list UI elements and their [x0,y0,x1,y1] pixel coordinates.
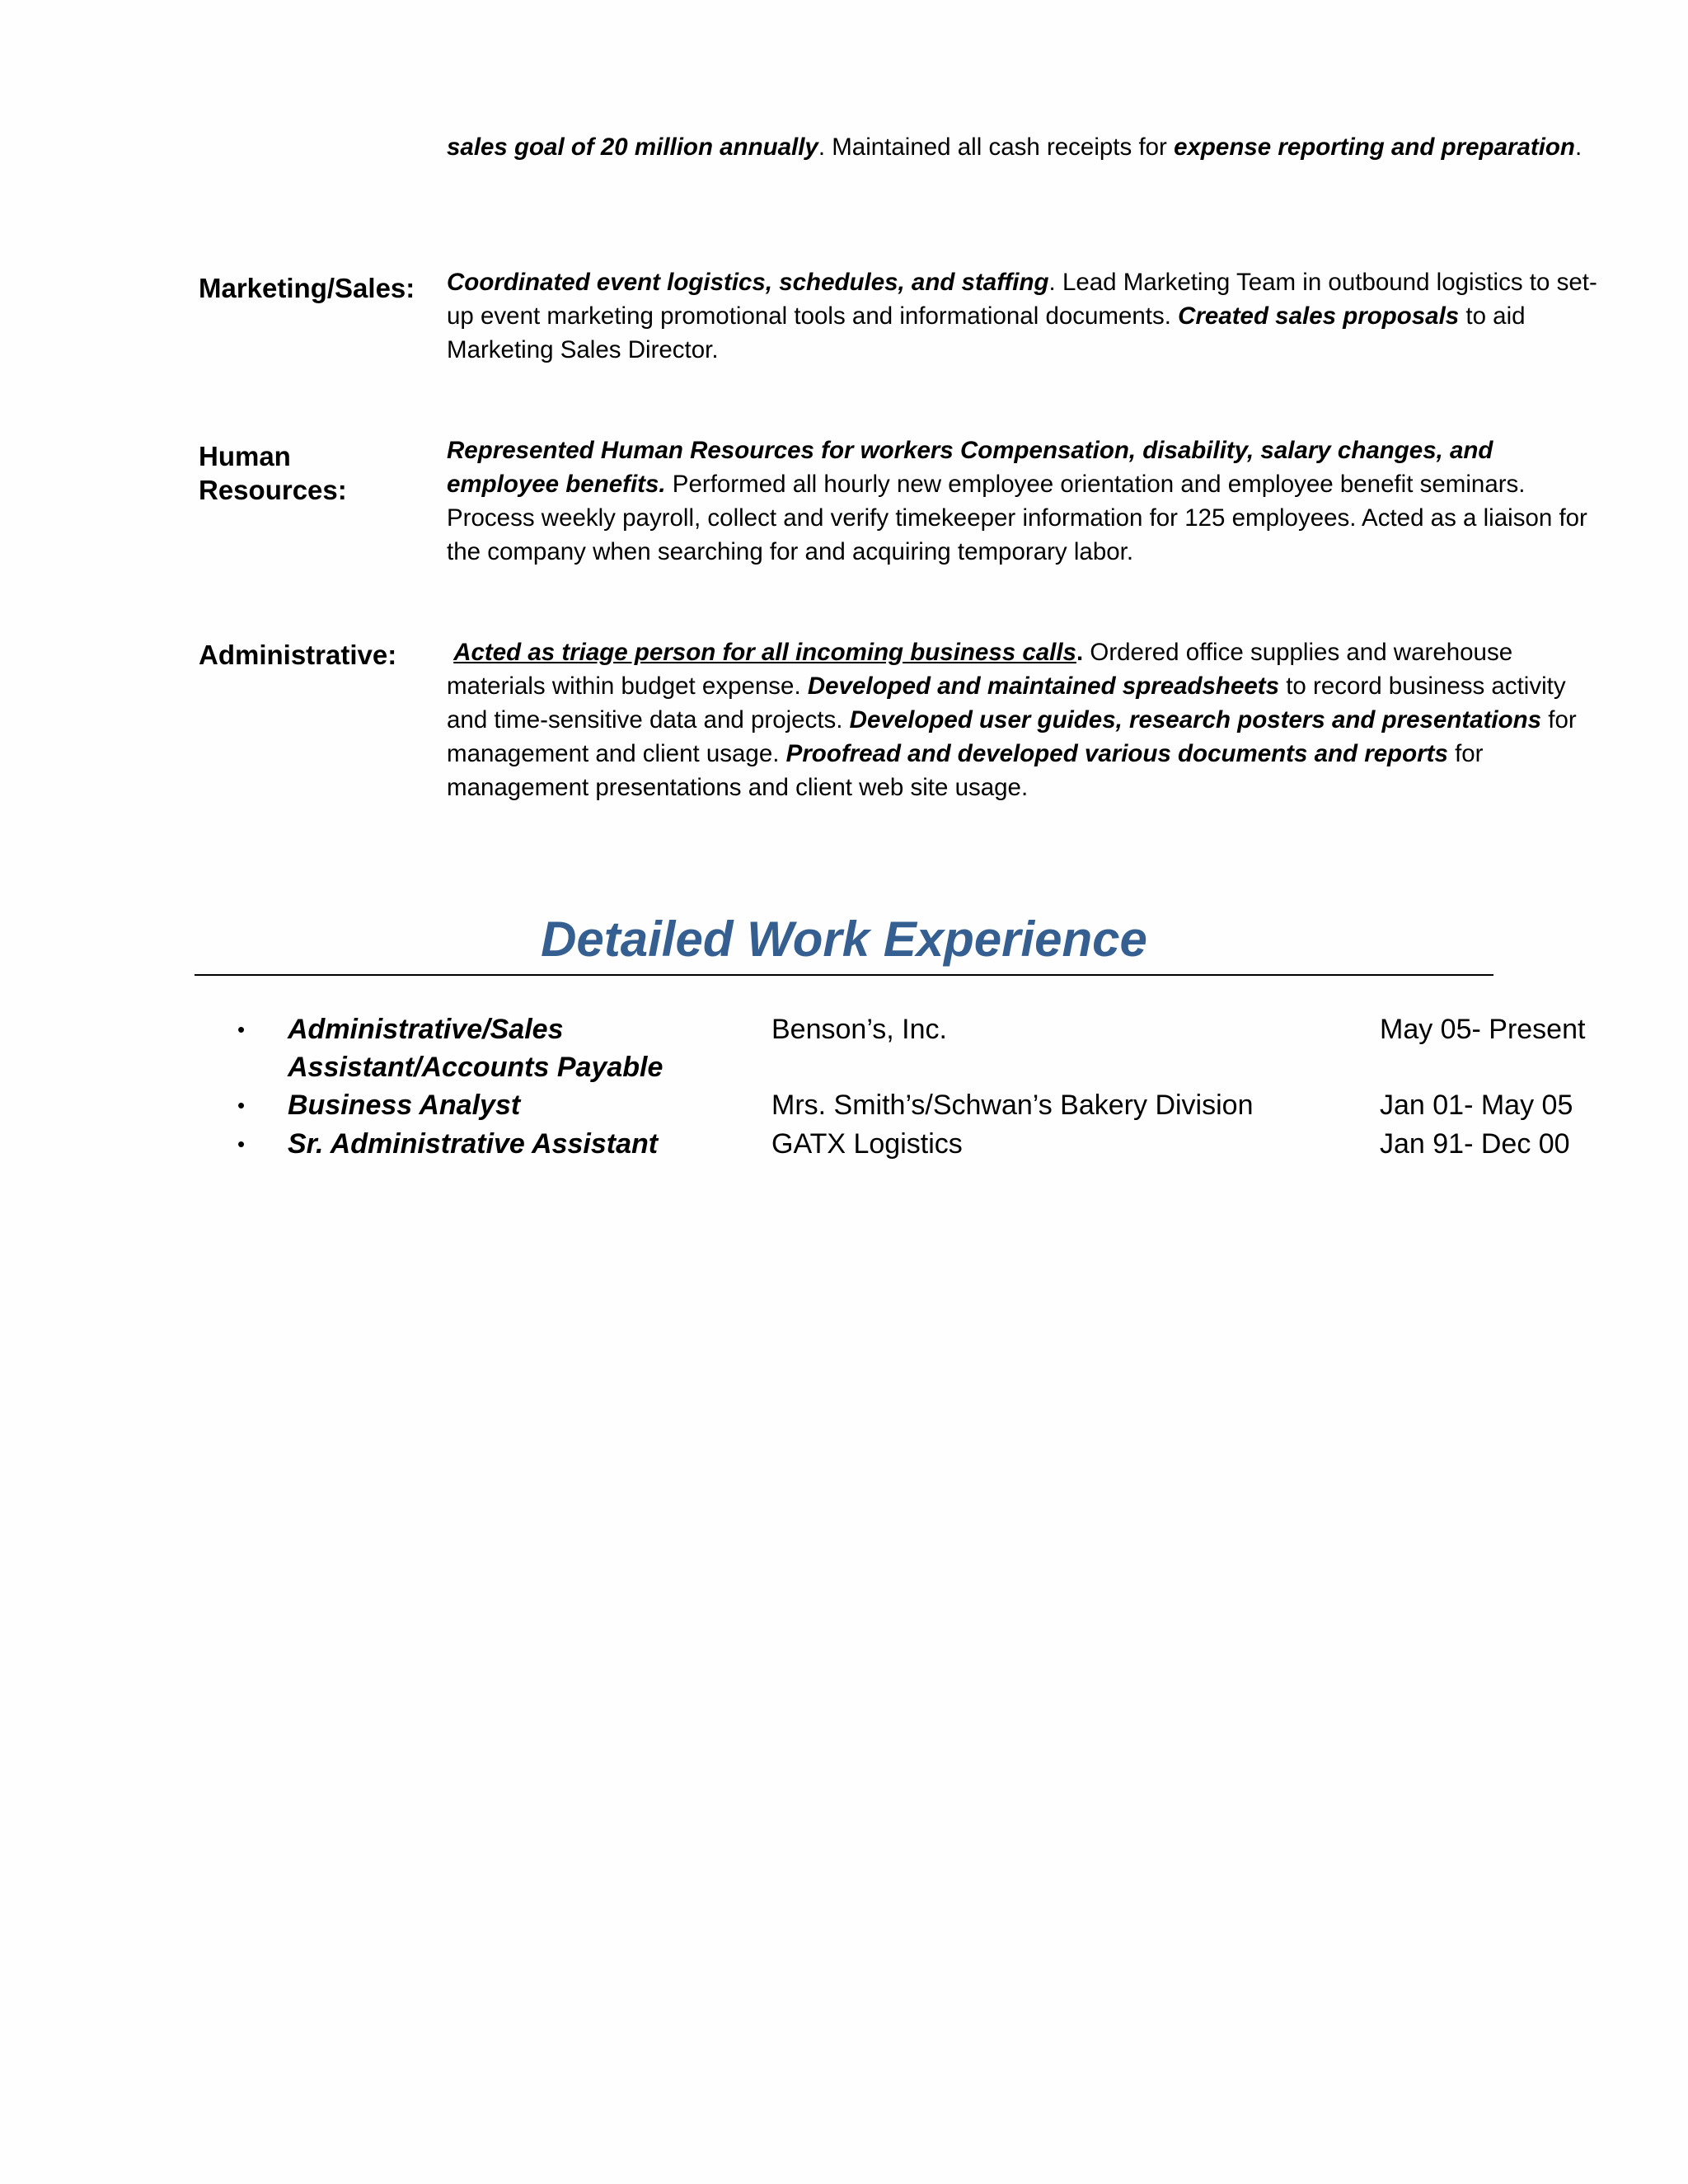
admin-emphasis-proofread: Proofread and developed various documents and reports [785,740,1448,767]
bullet-icon: • [237,1132,246,1156]
admin-text-3: for management and client usage. [447,706,1577,767]
section-title-work-experience: Detailed Work Experience [541,912,1147,967]
bullet-icon: • [237,1017,246,1042]
bullet-icon: • [237,1093,246,1118]
admin-emphasis-spreadsheets: Developed and maintained spreadsheets [807,673,1279,700]
marketing-label: Marketing/Sales: [199,273,415,303]
intro-emphasis-expense: expense reporting and preparation [1174,134,1575,161]
job-dates: Jan 01- May 05 [1380,1090,1573,1121]
job-company: Mrs. Smith’s/Schwan’s Bakery Division [771,1090,1254,1121]
section-divider [195,974,1493,976]
admin-period: . [1076,639,1084,666]
admin-text-1: Ordered office supplies and warehouse materials within budget expense. [447,639,1513,700]
admin-text-2: to record business activity and time-sensitive data and projects. [447,673,1566,733]
marketing-emphasis-logistics: Coordinated event logistics, schedules, and staffing [447,269,1049,296]
admin-emphasis-triage: Acted as triage person for all incoming business calls [453,639,1076,666]
admin-paragraph [447,635,1609,804]
intro-period: . [1574,134,1582,161]
admin-text-4: for management presentations and client web site usage. [447,740,1484,801]
hr-label-line2: Resources: [199,475,347,505]
job-title: Business Analyst [288,1090,521,1121]
job-company: Benson’s, Inc. [771,1014,947,1045]
marketing-text: . Lead Marketing Team in outbound logistics to set-up event marketing promotional tools and informational documents. [447,269,1597,330]
intro-emphasis-sales-goal: sales goal of 20 million annually [447,134,818,161]
job-dates: May 05- Present [1380,1014,1586,1045]
marketing-text-end: to aid Marketing Sales Director. [447,302,1526,363]
hr-label-line1: Human [199,441,291,471]
marketing-emphasis-proposals: Created sales proposals [1178,302,1460,330]
marketing-paragraph [447,265,1609,367]
job-company: GATX Logistics [771,1128,963,1160]
admin-emphasis-guides: Developed user guides, research posters and presentations [849,706,1542,733]
job-title: Administrative/Sales Assistant/Accounts Payable [288,1014,663,1083]
job-title: Sr. Administrative Assistant [288,1128,659,1160]
hr-text: Performed all hourly new employee orientation and employee benefit seminars. Process weekly payroll, collect and verify timekeeper information for 125 employees. Acted as a liaison for the company when searching for and acquiring temporary labor. [447,471,1587,565]
hr-emphasis-represented: Represented Human Resources for workers Compensation, disability, salary changes, and employee benefits. [447,437,1493,498]
hr-paragraph [447,434,1609,569]
hr-label [199,439,347,507]
intro-text: . Maintained all cash receipts for [818,134,1175,161]
intro-paragraph [447,130,1617,164]
job-dates: Jan 91- Dec 00 [1380,1128,1570,1160]
admin-label: Administrative: [199,640,397,670]
